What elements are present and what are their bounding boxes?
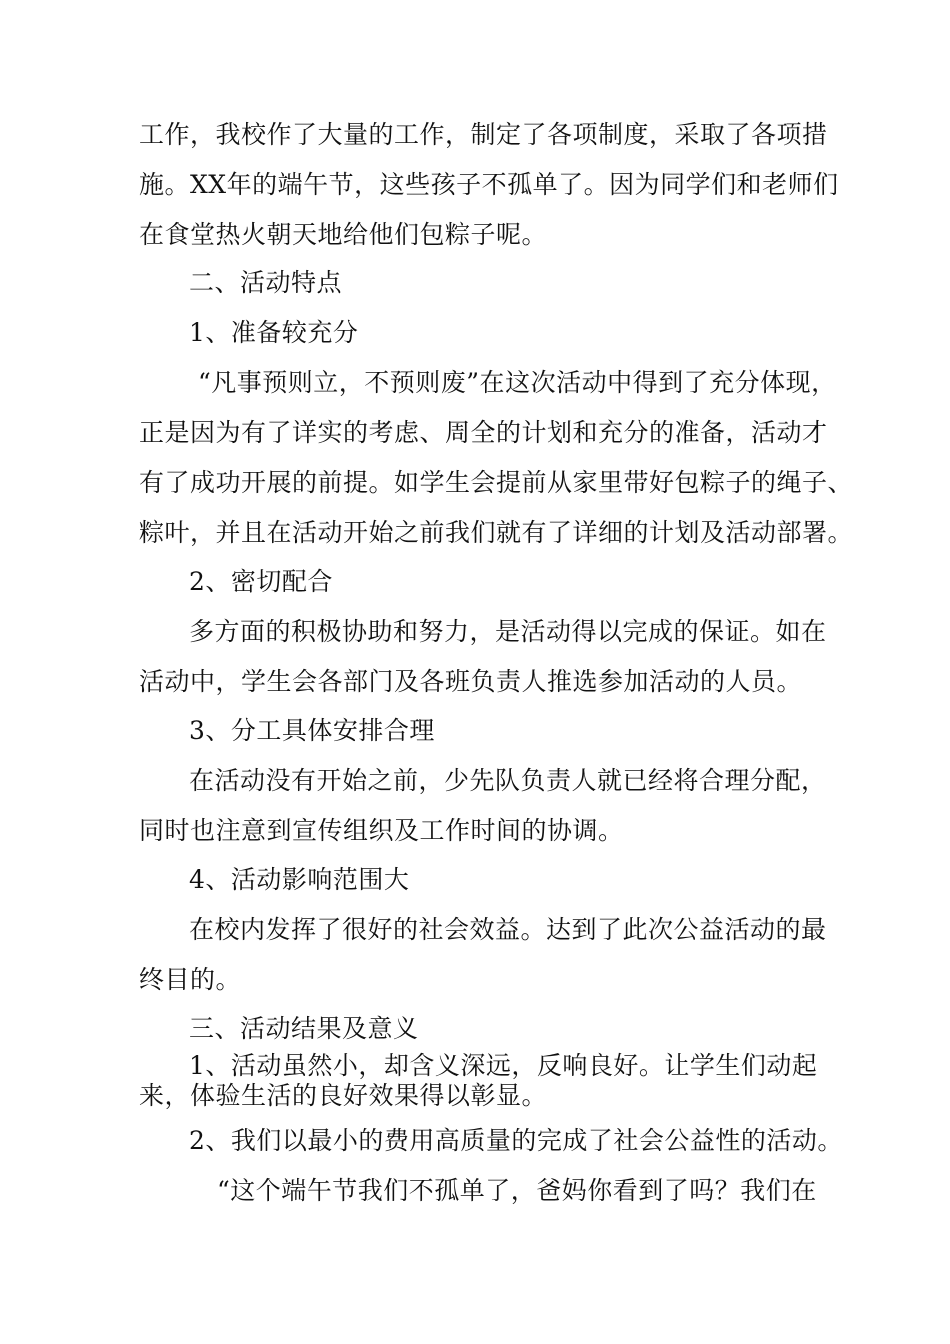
paragraph-line: “凡事预则立，不预则废”在这次活动中得到了充分体现，: [198, 368, 837, 397]
paragraph-line: 在活动没有开始之前，少先队负责人就已经将合理分配，: [189, 766, 827, 795]
paragraph-line: 工作，我校作了大量的工作，制定了各项制度，采取了各项措: [139, 120, 828, 149]
paragraph-line: 同时也注意到宣传组织及工作时间的协调。: [139, 816, 624, 845]
paragraph-line: 粽叶，并且在活动开始之前我们就有了详细的计划及活动部署。: [139, 518, 854, 547]
paragraph-line: 2、我们以最小的费用高质量的完成了社会公益性的活动。: [189, 1126, 843, 1155]
paragraph-line: 活动中，学生会各部门及各班负责人推选参加活动的人员。: [139, 667, 803, 696]
paragraph-line: 在校内发挥了很好的社会效益。达到了此次公益活动的最: [189, 915, 827, 944]
paragraph-line: 施。XX年的端午节，这些孩子不孤单了。因为同学们和老师们: [139, 170, 839, 199]
section-heading: 二、活动特点: [189, 268, 343, 297]
paragraph-line: 来，体验生活的良好效果得以彰显。: [139, 1081, 548, 1110]
paragraph-line: “这个端午节我们不孤单了，爸妈你看到了吗？我们在: [217, 1176, 817, 1205]
section-heading: 三、活动结果及意义: [189, 1014, 419, 1043]
paragraph-line: 终目的。: [139, 965, 242, 994]
subsection-heading: 1、准备较充分: [189, 318, 359, 347]
subsection-heading: 2、密切配合: [189, 567, 333, 596]
paragraph-line: 多方面的积极协助和努力，是活动得以完成的保证。如在: [189, 617, 827, 646]
subsection-heading: 3、分工具体安排合理: [189, 716, 435, 745]
paragraph-line: 有了成功开展的前提。如学生会提前从家里带好包粽子的绳子、: [139, 468, 854, 497]
paragraph-line: 在食堂热火朝天地给他们包粽子呢。: [139, 220, 548, 249]
subsection-heading: 4、活动影响范围大: [189, 865, 410, 894]
paragraph-line: 1、活动虽然小，却含义深远，反响良好。让学生们动起: [189, 1051, 818, 1080]
paragraph-line: 正是因为有了详实的考虑、周全的计划和充分的准备，活动才: [139, 418, 828, 447]
